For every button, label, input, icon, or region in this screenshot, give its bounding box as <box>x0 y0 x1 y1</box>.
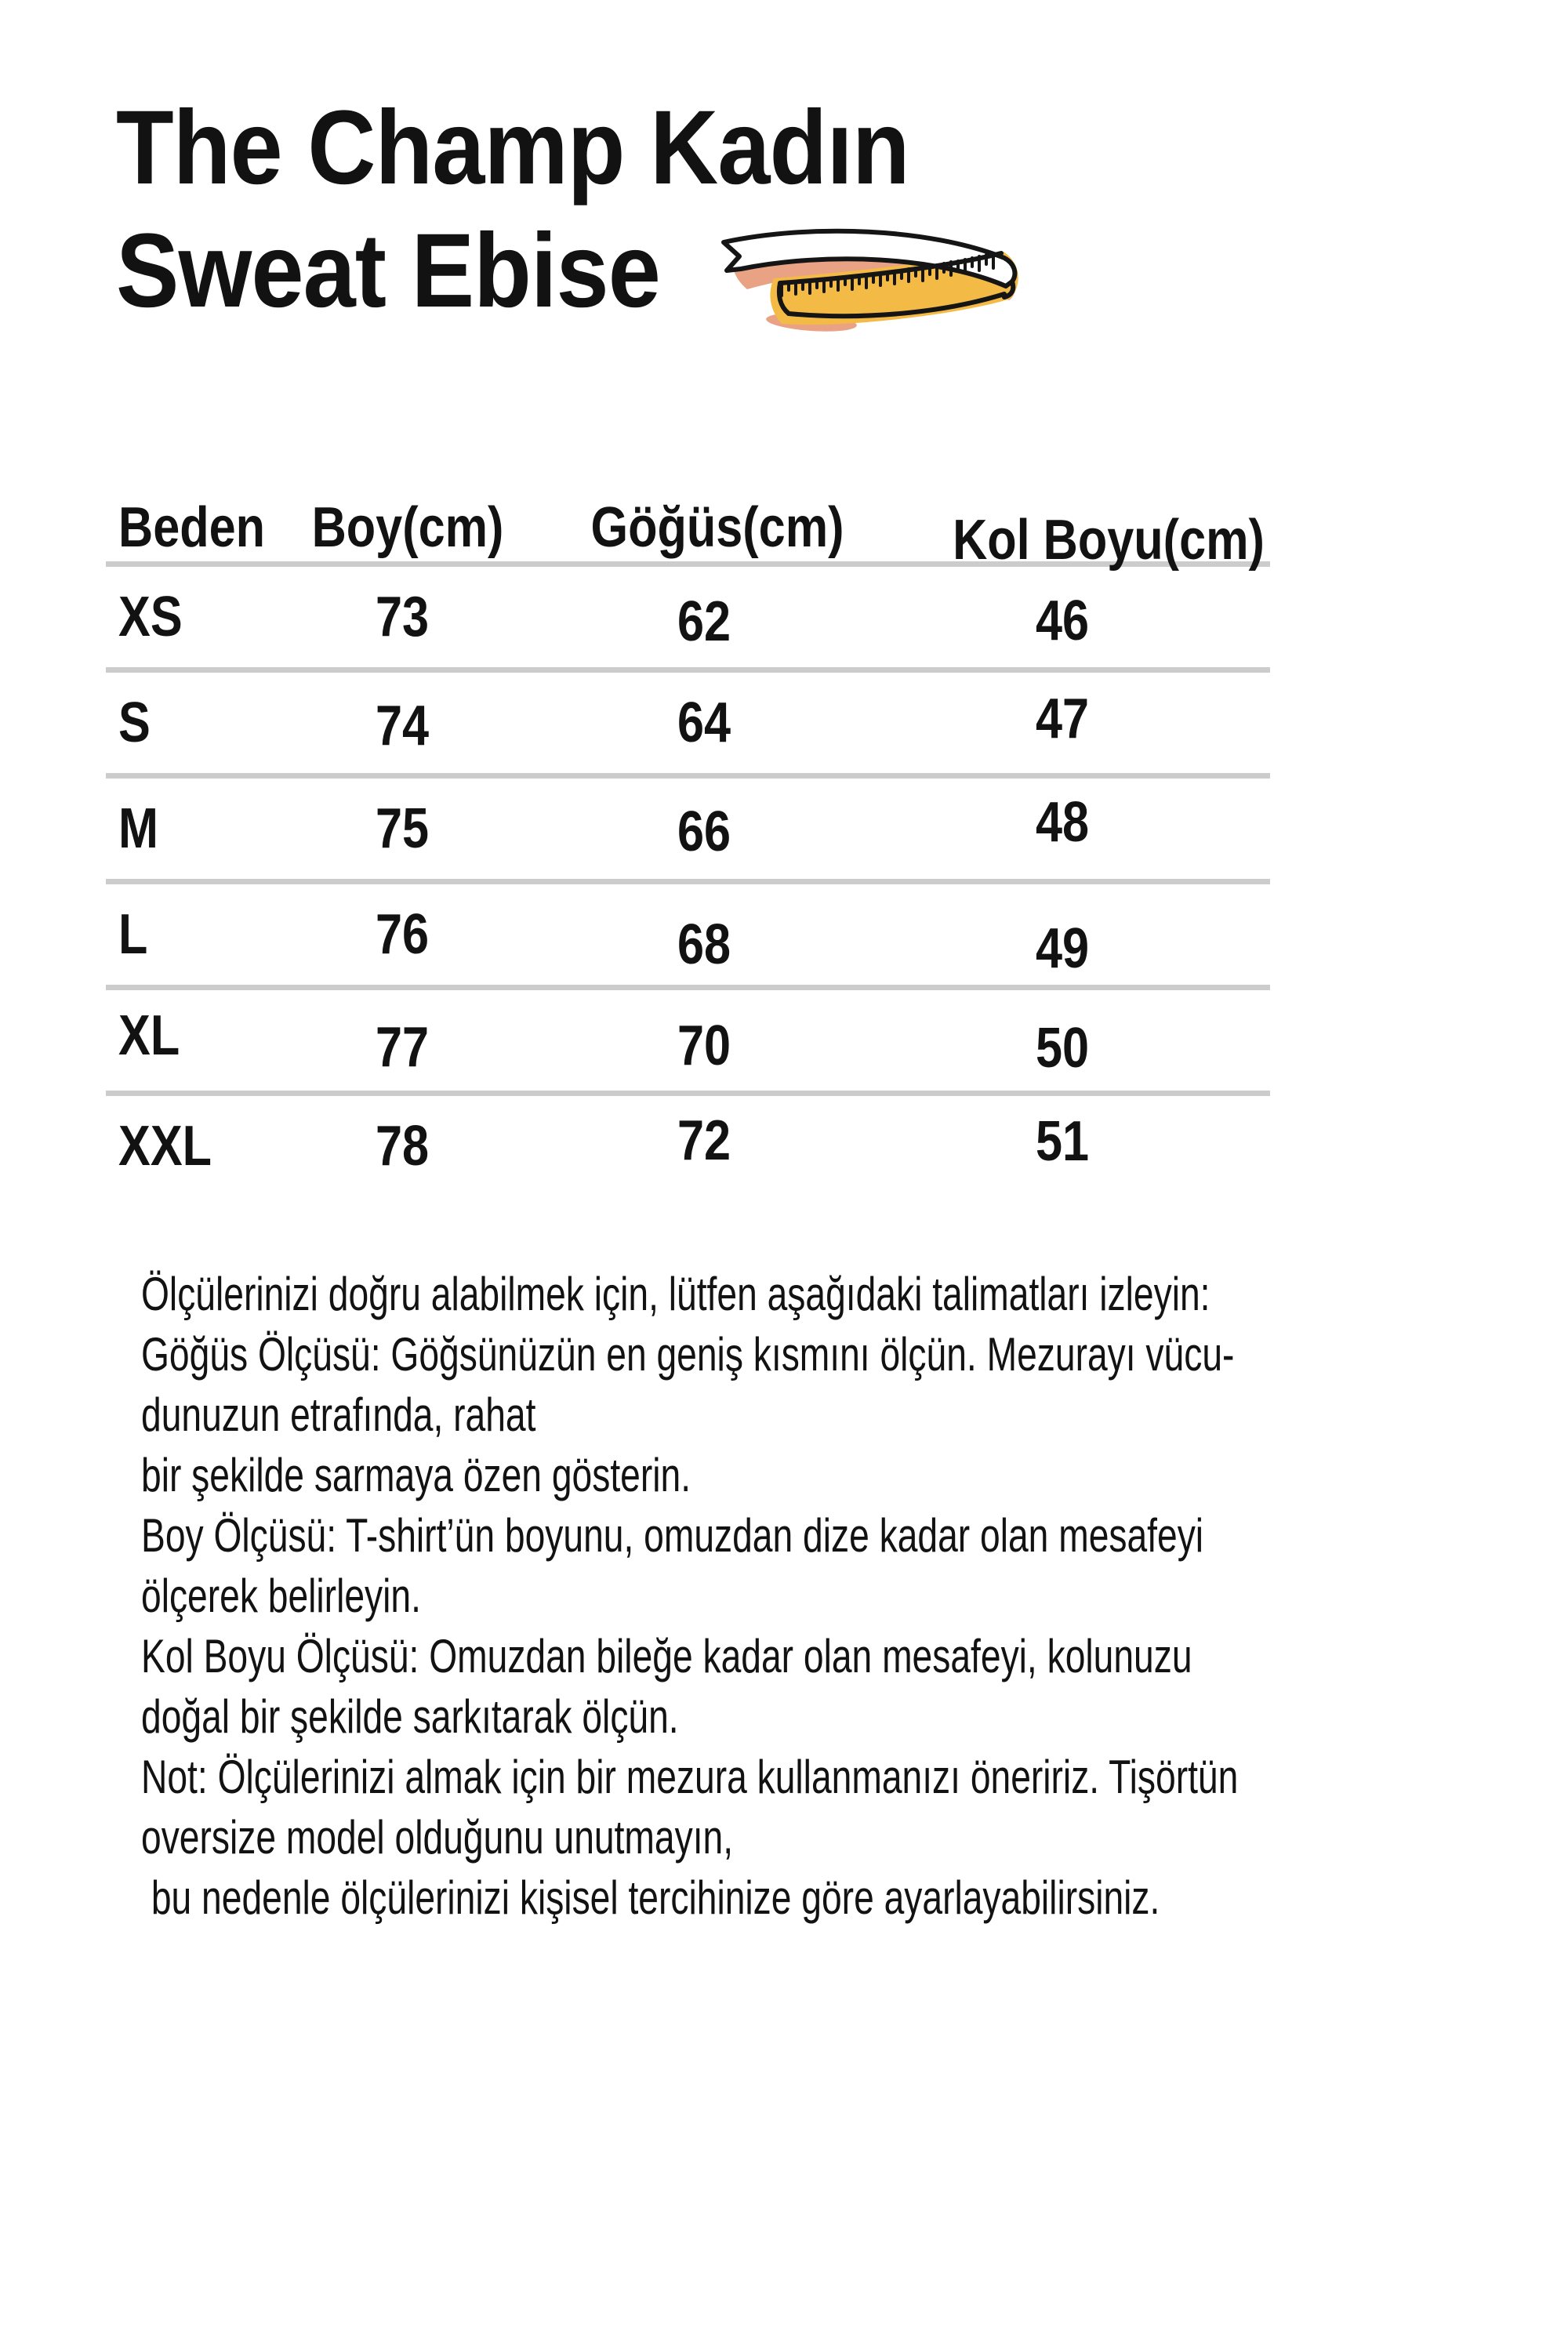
gogus-value: 64 <box>677 691 731 754</box>
measuring-tape-icon <box>694 222 1043 355</box>
size-table <box>106 494 1270 1196</box>
size-label: XS <box>118 586 183 648</box>
table-row-xxl <box>106 1096 1270 1196</box>
instruction-line: dunuzun etrafında, rahat <box>141 1388 536 1441</box>
table-row-s <box>106 673 1270 779</box>
kol-boyu-value: 51 <box>1035 1110 1090 1173</box>
instruction-line: doğal bir şekilde sarkıtarak ölçün. <box>141 1690 679 1743</box>
size-label: M <box>118 797 158 860</box>
instruction-line: Not: Ölçülerinizi almak için bir mezura kullanmanızı öneririz. Tişörtün <box>141 1751 1239 1803</box>
kol-boyu-value: 46 <box>1035 590 1090 652</box>
boy-value: 73 <box>375 586 430 648</box>
page-title-line2: Sweat Ebise <box>116 212 660 329</box>
column-header-boy: Boy(cm) <box>311 496 504 559</box>
instruction-line: Boy Ölçüsü: T-shirt’ün boyunu, omuzdan dize kadar olan mesafeyi <box>141 1509 1204 1562</box>
size-label: XL <box>118 1004 180 1067</box>
gogus-value: 72 <box>677 1109 731 1172</box>
gogus-value: 70 <box>677 1014 731 1077</box>
column-header-kol-boyu: Kol Boyu(cm) <box>953 509 1265 572</box>
page-title-line1: The Champ Kadın <box>116 89 909 206</box>
column-header-beden: Beden <box>118 496 266 559</box>
gogus-value: 66 <box>677 800 731 863</box>
kol-boyu-value: 47 <box>1035 688 1090 750</box>
kol-boyu-value: 48 <box>1035 791 1090 854</box>
table-row-xs <box>106 567 1270 673</box>
kol-boyu-value: 50 <box>1035 1017 1090 1080</box>
boy-value: 77 <box>375 1016 430 1079</box>
size-label: XXL <box>118 1115 212 1178</box>
instruction-line: Ölçülerinizi doğru alabilmek için, lütfen aşağıdaki talimatları izleyin: <box>141 1268 1210 1320</box>
size-label: L <box>118 903 148 966</box>
size-table-header <box>106 494 1270 572</box>
table-row-xl <box>106 990 1270 1096</box>
table-row-l <box>106 884 1270 990</box>
instruction-line: oversize model olduğunu unutmayın, <box>141 1811 734 1864</box>
measurement-instructions <box>141 1264 1530 1928</box>
instruction-line: Kol Boyu Ölçüsü: Omuzdan bileğe kadar olan mesafeyi, kolunuzu <box>141 1630 1192 1682</box>
instruction-line: bu nedenle ölçülerinizi kişisel tercihinize göre ayarlayabilirsiniz. <box>141 1871 1160 1924</box>
kol-boyu-value: 49 <box>1035 917 1090 980</box>
instruction-line: ölçerek belirleyin. <box>141 1570 421 1622</box>
gogus-value: 62 <box>677 590 731 653</box>
boy-value: 78 <box>375 1115 430 1178</box>
instruction-line: bir şekilde sarmaya özen gösterin. <box>141 1449 691 1501</box>
column-header-gogus: Göğüs(cm) <box>590 496 844 559</box>
boy-value: 75 <box>375 797 430 860</box>
boy-value: 74 <box>375 695 430 757</box>
boy-value: 76 <box>375 903 430 966</box>
table-row-m <box>106 779 1270 884</box>
size-label: S <box>118 691 151 754</box>
gogus-value: 68 <box>677 913 731 976</box>
instruction-line: Göğüs Ölçüsü: Göğsünüzün en geniş kısmını ölçün. Mezurayı vücu- <box>141 1328 1235 1381</box>
